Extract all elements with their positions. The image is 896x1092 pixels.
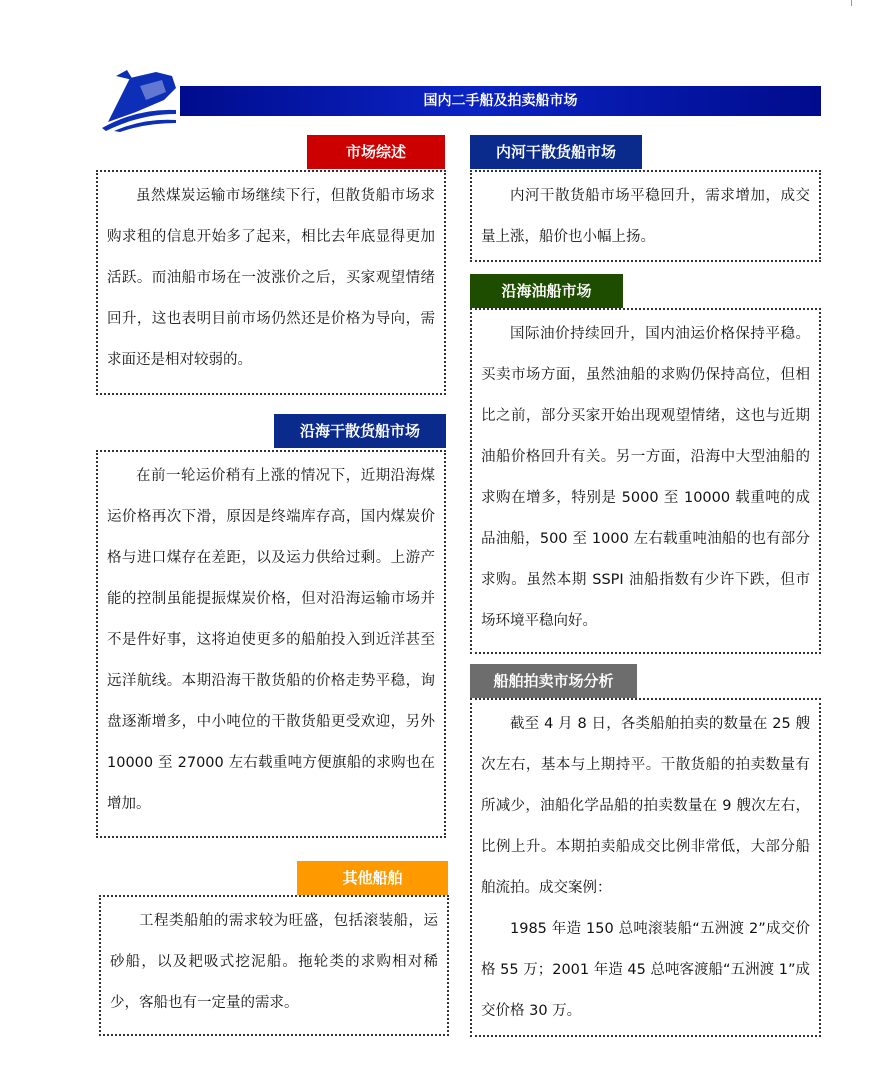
section-tag-coastal-bulk: 沿海干散货船市场: [274, 414, 446, 448]
ship-logo-icon: [100, 70, 178, 132]
section-box-coastal-tanker: [470, 308, 821, 654]
section-tag-other-vessels: 其他船舶: [297, 861, 448, 895]
section-tag-market-overview: 市场综述: [307, 135, 445, 169]
page-title: 国内二手船及拍卖船市场: [180, 86, 821, 116]
paragraph: 截至 4 月 8 日，各类船舶拍卖的数量在 25 艘次左右，基本与上期持平。干散货船的拍卖数量有所减少，油船化学品船的拍卖数量在 9 艘次左右，比例上升。本期拍卖船成交比例非常低，大部分船舶流拍。成交案例：: [481, 716, 810, 896]
paragraph: 工程类船舶的需求较为旺盛，包括滚装船，运砂船，以及耙吸式挖泥船。拖轮类的求购相对稀少，客船也有一定量的需求。: [110, 913, 438, 1011]
paragraph: 国际油价持续回升，国内油运价格保持平稳。买卖市场方面，虽然油船的求购仍保持高位，但相比之前，部分买家开始出现观望情绪，这也与近期油船价格回升有关。另一方面，沿海中大型油船的求购在增多，特别是 5000 至 10000 载重吨的成品油船，500 至 1000 左右载重吨油船的也有部分求购。虽然本期 SSPI 油船指数有少许下跌，但市场环境平稳向好。: [481, 326, 810, 629]
section-box-market-overview: [96, 170, 446, 395]
section-tag-inland-bulk: 内河干散货船市场: [470, 135, 642, 169]
section-tag-coastal-tanker: 沿海油船市场: [470, 274, 623, 308]
page-corner-mark: [851, 0, 852, 6]
section-box-auction: [470, 698, 821, 1037]
paragraph: 内河干散货船市场平稳回升，需求增加，成交量上涨，船价也小幅上扬。: [481, 188, 810, 245]
section-box-inland-bulk: [470, 170, 821, 262]
section-box-other-vessels: [99, 895, 449, 1036]
paragraph: 在前一轮运价稍有上涨的情况下，近期沿海煤运价格再次下滑，原因是终端库存高，国内煤炭价格与进口煤存在差距，以及运力供给过剩。上游产能的控制虽能提振煤炭价格，但对沿海运输市场并不是件好事，这将迫使更多的船舶投入到近洋甚至远洋航线。本期沿海干散货船的价格走势平稳，询盘逐渐增多，中小吨位的干散货船更受欢迎，另外 10000 至 27000 左右载重吨方便旗船的求购也在增加。: [107, 468, 435, 812]
section-box-coastal-bulk: [96, 450, 446, 838]
section-tag-auction: 船舶拍卖市场分析: [470, 664, 637, 698]
paragraph: 虽然煤炭运输市场继续下行，但散货船市场求购求租的信息开始多了起来，相比去年底显得更加活跃。而油船市场在一波涨价之后，买家观望情绪回升，这也表明目前市场仍然还是价格为导向，需求面还是相对较弱的。: [107, 188, 435, 368]
paragraph: 1985 年造 150 总吨滚装船“五洲渡 2”成交价格 55 万；2001 年造 45 总吨客渡船“五洲渡 1”成交价格 30 万。: [481, 921, 810, 1019]
